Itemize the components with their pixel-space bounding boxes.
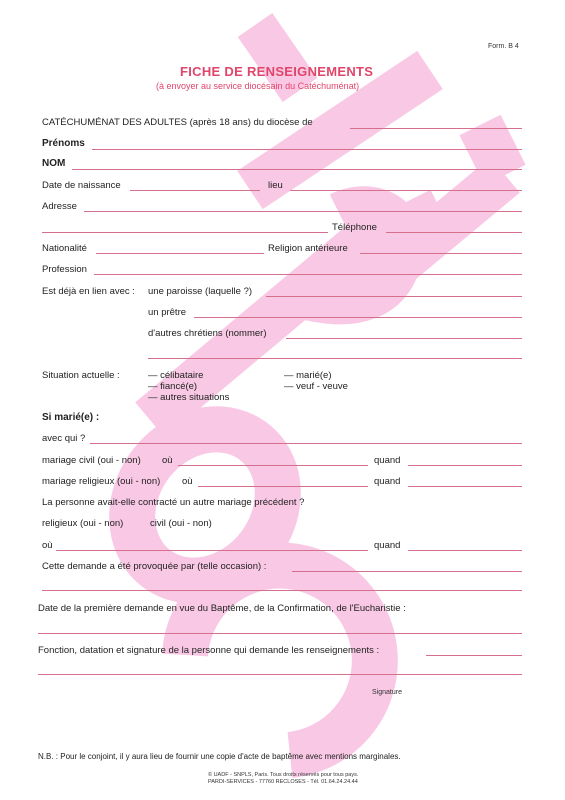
chretiens-label: d'autres chrétiens (nommer) <box>148 328 267 339</box>
option-celibataire[interactable]: — célibataire <box>148 370 204 381</box>
page-subtitle: (à envoyer au service diocésain du Catéchuménat) <box>156 81 360 91</box>
demande-field-2[interactable] <box>42 590 522 591</box>
lieu-label: lieu <box>268 180 283 191</box>
premiere-demande-field[interactable] <box>38 633 522 634</box>
situation-label: Situation actuelle : <box>42 370 120 381</box>
page-title: FICHE DE RENSEIGNEMENTS <box>180 64 374 79</box>
pretre-field[interactable] <box>194 317 522 318</box>
option-marie[interactable]: — marié(e) <box>284 370 332 381</box>
nb-note: N.B. : Pour le conjoint, il y aura lieu de fournir une copie d'acte de baptême avec mentions marginales. <box>38 752 401 761</box>
profession-label: Profession <box>42 264 87 275</box>
fonction-label: Fonction, datation et signature de la personne qui demande les renseignements : <box>38 645 380 656</box>
mariage-religieux-label: mariage religieux (oui - non) <box>42 476 161 487</box>
diocese-field[interactable] <box>350 128 522 129</box>
mariage-civil-ou-label: où <box>162 455 173 466</box>
lieu-field[interactable] <box>290 190 522 191</box>
printer-info: PARDI-SERVICES - 77760 RECLOSES - Tél. 01.64.24.24.44 <box>208 779 358 785</box>
ou-field[interactable] <box>56 550 368 551</box>
mariage-religieux-ou-field[interactable] <box>198 486 368 487</box>
nationalite-label: Nationalité <box>42 243 87 254</box>
paroisse-field[interactable] <box>266 296 522 297</box>
demande-field[interactable] <box>292 571 522 572</box>
mariage-civil-quand-field[interactable] <box>408 465 522 466</box>
option-autres-situations[interactable]: — autres situations <box>148 392 230 403</box>
chretiens-field-2[interactable] <box>148 358 522 359</box>
copyright: © UADF - SNPLS, Paris. Tous droits réservés pour tous pays. <box>208 772 359 778</box>
ou-label: où <box>42 540 53 551</box>
civil-label: civil (oui - non) <box>150 518 212 529</box>
mariage-civil-label: mariage civil (oui - non) <box>42 455 141 466</box>
option-veuf[interactable]: — veuf - veuve <box>284 381 348 392</box>
religion-field[interactable] <box>360 253 522 254</box>
nom-label: NOM <box>42 158 66 169</box>
date-naissance-field[interactable] <box>130 190 260 191</box>
date-naissance-label: Date de naissance <box>42 180 121 191</box>
religion-label: Religion antérieure <box>268 243 348 254</box>
prenoms-field[interactable] <box>92 149 522 150</box>
adresse-field-2[interactable] <box>42 232 328 233</box>
mariage-religieux-quand-label: quand <box>374 476 401 487</box>
profession-field[interactable] <box>94 274 522 275</box>
adresse-field[interactable] <box>84 211 522 212</box>
religieux-label: religieux (oui - non) <box>42 518 124 529</box>
signature-label: Signature <box>372 689 402 696</box>
form-code: Form. B 4 <box>488 43 519 50</box>
pretre-label: un prêtre <box>148 307 187 318</box>
chretiens-field[interactable] <box>286 338 522 339</box>
avec-qui-field[interactable] <box>90 443 522 444</box>
avec-qui-label: avec qui ? <box>42 433 86 444</box>
quand-label: quand <box>374 540 401 551</box>
nationalite-field[interactable] <box>96 253 264 254</box>
catechumenat-label: CATÉCHUMÉNAT DES ADULTES (après 18 ans) du diocèse de <box>42 117 313 128</box>
demande-label: Cette demande a été provoquée par (telle occasion) : <box>42 561 267 572</box>
adresse-label: Adresse <box>42 201 77 212</box>
lien-label: Est déjà en lien avec : <box>42 286 135 297</box>
prenoms-label: Prénoms <box>42 138 85 149</box>
mariage-civil-ou-field[interactable] <box>178 465 368 466</box>
nom-field[interactable] <box>72 169 522 170</box>
quand-field[interactable] <box>408 550 522 551</box>
fonction-field[interactable] <box>426 655 522 656</box>
fonction-field-2[interactable] <box>38 674 522 675</box>
telephone-label: Téléphone <box>332 222 377 233</box>
paroisse-label: une paroisse (laquelle ?) <box>148 286 253 297</box>
mariage-civil-quand-label: quand <box>374 455 401 466</box>
premiere-demande-label: Date de la première demande en vue du Baptême, de la Confirmation, de l'Eucharistie : <box>38 603 406 614</box>
mariage-religieux-quand-field[interactable] <box>408 486 522 487</box>
telephone-field[interactable] <box>386 232 522 233</box>
autre-mariage-label: La personne avait-elle contracté un autre mariage précédent ? <box>42 497 305 508</box>
option-fiance[interactable]: — fiancé(e) <box>148 381 198 392</box>
si-marie-label: Si marié(e) : <box>42 412 100 423</box>
mariage-religieux-ou-label: où <box>182 476 193 487</box>
